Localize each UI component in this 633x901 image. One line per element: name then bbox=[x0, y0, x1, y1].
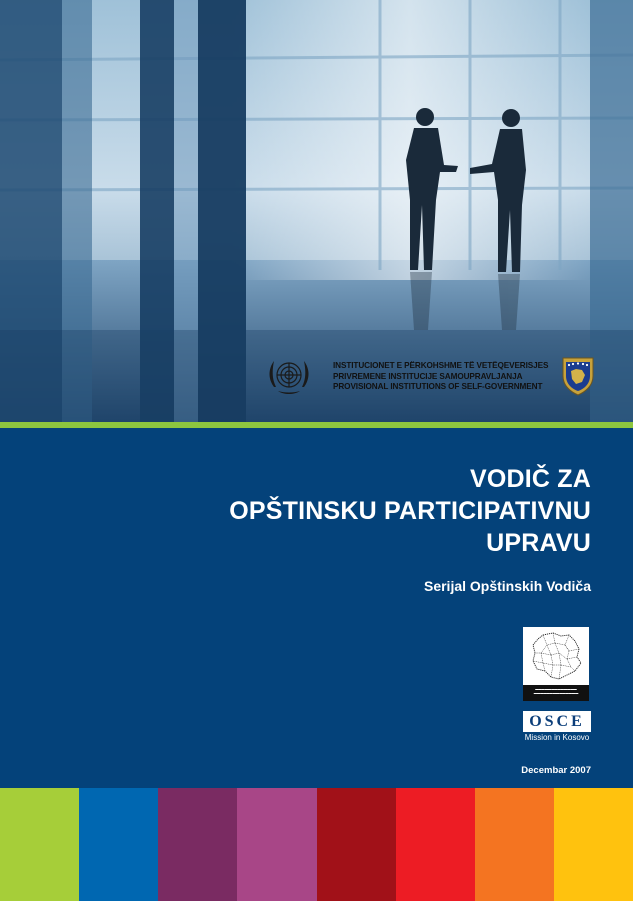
color-block-6 bbox=[396, 788, 475, 901]
color-block-4 bbox=[237, 788, 316, 901]
osce-logo bbox=[523, 711, 591, 742]
publication-date: Decembar 2007 bbox=[521, 765, 591, 776]
kosovo-municipalities-map-icon bbox=[529, 631, 583, 681]
title-line-2: OPŠTINSKU PARTICIPATIVNU bbox=[229, 497, 591, 525]
association-caption-graphic: ▬▬▬▬▬▬▬▬▬▬▬▬▬ ▬▬▬▬▬▬▬▬▬▬▬▬▬▬ bbox=[523, 685, 589, 701]
color-block-3 bbox=[158, 788, 237, 901]
title-line-1: VODIČ ZA bbox=[469, 465, 591, 493]
color-block-5 bbox=[317, 788, 396, 901]
title-line-3: UPRAVU bbox=[486, 529, 591, 557]
osce-name: OSCE bbox=[523, 711, 591, 732]
kosovo-emblem-icon bbox=[560, 354, 596, 396]
institutions-line-english: PROVISIONAL INSTITUTIONS OF SELF-GOVERNMENT bbox=[333, 382, 543, 391]
color-block-7 bbox=[475, 788, 554, 901]
color-block-1 bbox=[0, 788, 79, 901]
association-logo bbox=[523, 627, 589, 701]
osce-mission: Mission in Kosovo bbox=[524, 733, 590, 742]
institutions-text bbox=[333, 361, 549, 393]
color-bar bbox=[0, 788, 633, 901]
document-title bbox=[229, 463, 591, 559]
color-block-2 bbox=[79, 788, 158, 901]
un-emblem-icon bbox=[266, 355, 312, 397]
institutions-line-albanian: INSTITUCIONET E PËRKOHSHME TË VETËQEVERISJES bbox=[333, 361, 549, 370]
cover-photo-handshake bbox=[0, 0, 633, 422]
institutions-line-serbian: PRIVREMENE INSTITUCIJE SAMOUPRAVLJANJA bbox=[333, 371, 523, 381]
series-subtitle: Serijal Opštinskih Vodiča bbox=[423, 578, 591, 594]
color-block-8 bbox=[554, 788, 633, 901]
